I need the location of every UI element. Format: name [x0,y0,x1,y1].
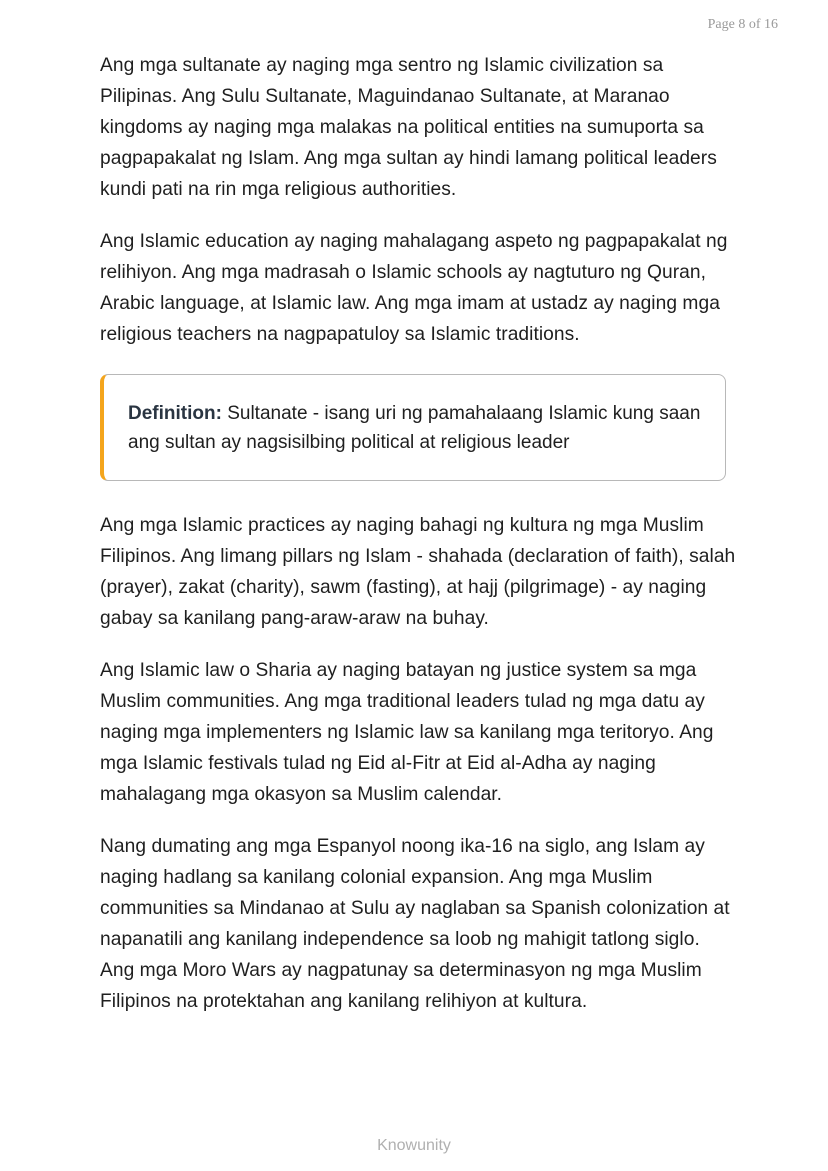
definition-label: Definition: [128,403,222,424]
footer-brand: Knowunity [377,1137,451,1154]
definition-callout [100,374,726,481]
paragraph: Ang Islamic law o Sharia ay naging batayan ng justice system sa mga Muslim communities. Ang mga traditional leaders tulad ng mga datu ay naging mga implementers ng Islamic law sa kanilang mga teritoryo. Ang mga Islamic festivals tulad ng Eid al-Fitr at Eid al-Adha ay naging mahalagang mga okasyon sa Muslim calendar. [100,660,714,805]
paragraph: Nang dumating ang mga Espanyol noong ika-16 na siglo, ang Islam ay naging hadlang sa kanilang colonial expansion. Ang mga Muslim communities sa Mindanao at Sulu ay naglaban sa Spanish colonization at napanatili ang kanilang independence sa loob ng mahigit tatlong siglo. Ang mga Moro Wars ay nagpatunay sa determinasyon ng mga Muslim Filipinos na protektahan ang kanilang relihiyon at kultura. [100,836,730,1012]
paragraph: Ang mga Islamic practices ay naging bahagi ng kultura ng mga Muslim Filipinos. Ang limang pillars ng Islam - shahada (declaration of faith), salah (prayer), zakat (charity), sawm (fasting), at hajj (pilgrimage) - ay naging gabay sa kanilang pang-araw-araw na buhay. [100,515,736,629]
page-indicator: Page 8 of 16 [707,17,778,32]
document-body [100,50,736,1038]
paragraph: Ang mga sultanate ay naging mga sentro ng Islamic civilization sa Pilipinas. Ang Sulu Sultanate, Maguindanao Sultanate, at Maranao kingdoms ay naging mga malakas na political entities na sumuporta sa pagpapakalat ng Islam. Ang mga sultan ay hindi lamang political leaders kundi pati na rin mga religious authorities. [100,55,717,200]
definition-text: Sultanate - isang uri ng pamahalaang Islamic kung saan ang sultan ay nagsisilbing political at religious leader [128,403,701,453]
paragraph: Ang Islamic education ay naging mahalagang aspeto ng pagpapakalat ng relihiyon. Ang mga madrasah o Islamic schools ay nagtuturo ng Quran, Arabic language, at Islamic law. Ang mga imam at ustadz ay naging mga religious teachers na nagpapatuloy sa Islamic traditions. [100,231,728,345]
